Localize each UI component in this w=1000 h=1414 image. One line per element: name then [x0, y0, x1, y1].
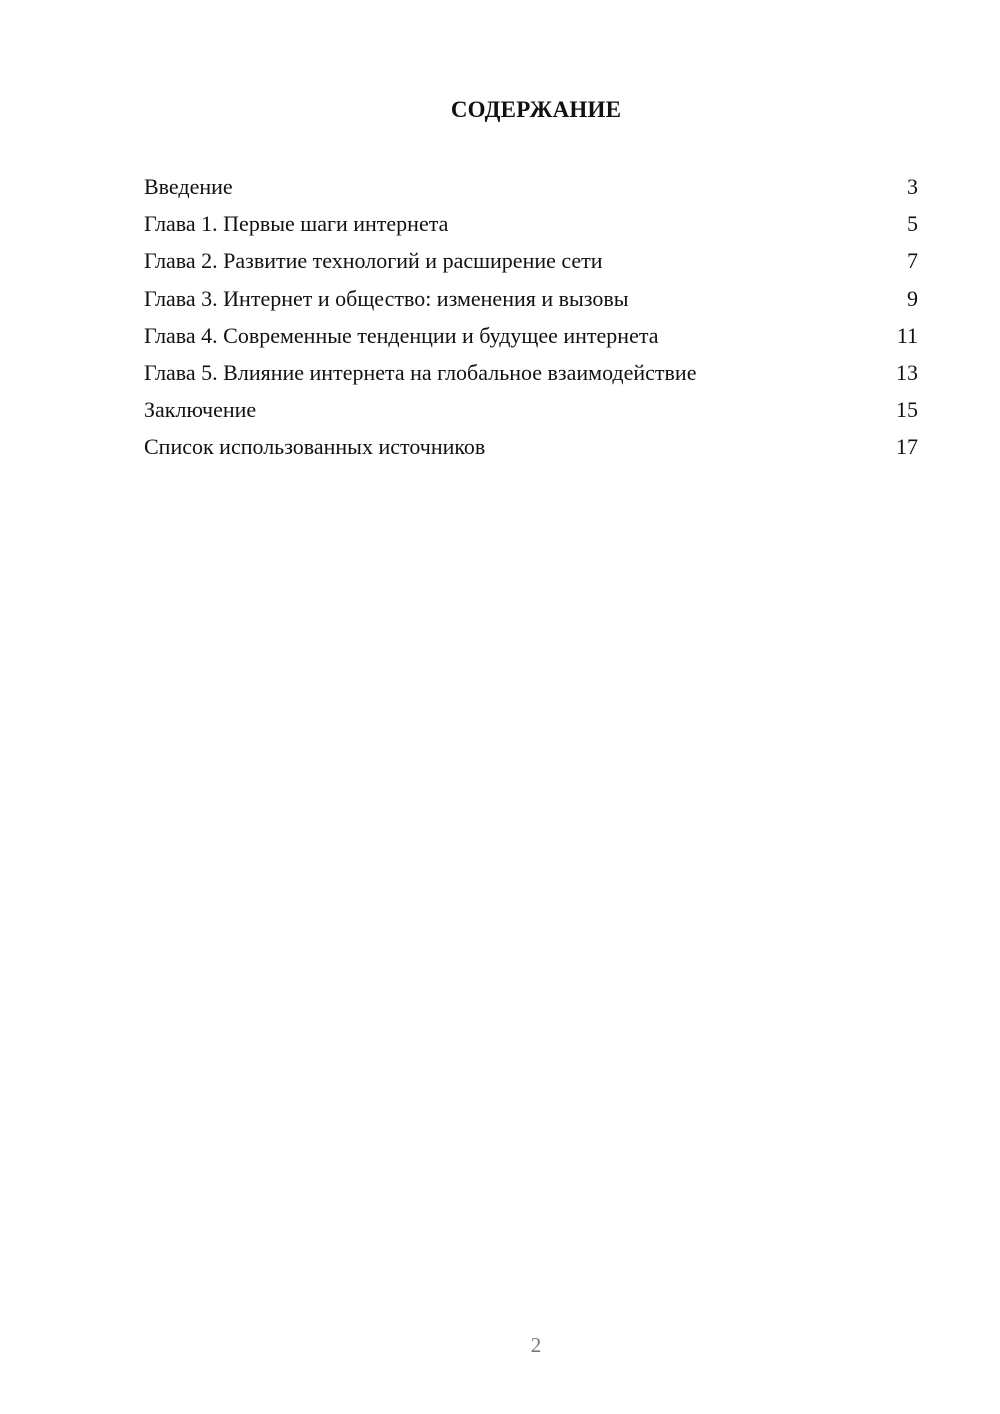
toc-entry-references[interactable] [144, 428, 918, 465]
toc-entry-title: Глава 2. Развитие технологий и расширение сети [144, 248, 603, 274]
toc-entry-page-number: 15 [896, 397, 918, 423]
toc-entry-page-number: 17 [896, 434, 918, 460]
toc-entry-title: Глава 1. Первые шаги интернета [144, 211, 449, 237]
page-footer-number: 2 [530, 1333, 542, 1357]
toc-entry-introduction[interactable] [144, 168, 918, 205]
toc-entry-chapter-1[interactable] [144, 205, 918, 242]
toc-entry-title: Глава 3. Интернет и общество: изменения и вызовы [144, 285, 629, 311]
toc-entry-chapter-2[interactable] [144, 242, 918, 279]
toc-entry-page-number: 9 [907, 285, 918, 311]
toc-entry-chapter-4[interactable] [144, 317, 918, 354]
toc-entry-chapter-5[interactable] [144, 354, 918, 391]
toc-entry-conclusion[interactable] [144, 391, 918, 428]
toc-entry-title: Глава 5. Влияние интернета на глобальное взаимодействие [144, 359, 697, 385]
toc-entry-page-number: 7 [907, 248, 918, 274]
toc-entry-title: Введение [144, 174, 233, 199]
toc-entry-page-number: 13 [896, 359, 918, 385]
table-of-contents-heading: СОДЕРЖАНИЕ [450, 97, 622, 122]
toc-entry-title: Список использованных источников [144, 434, 486, 460]
table-of-contents-list [144, 168, 918, 466]
toc-entry-page-number: 3 [907, 174, 918, 199]
toc-entry-chapter-3[interactable] [144, 280, 918, 317]
toc-entry-page-number: 5 [907, 211, 918, 237]
toc-entry-page-number: 11 [896, 322, 918, 348]
toc-entry-title: Глава 4. Современные тенденции и будущее интернета [144, 322, 659, 348]
toc-entry-title: Заключение [144, 397, 257, 423]
